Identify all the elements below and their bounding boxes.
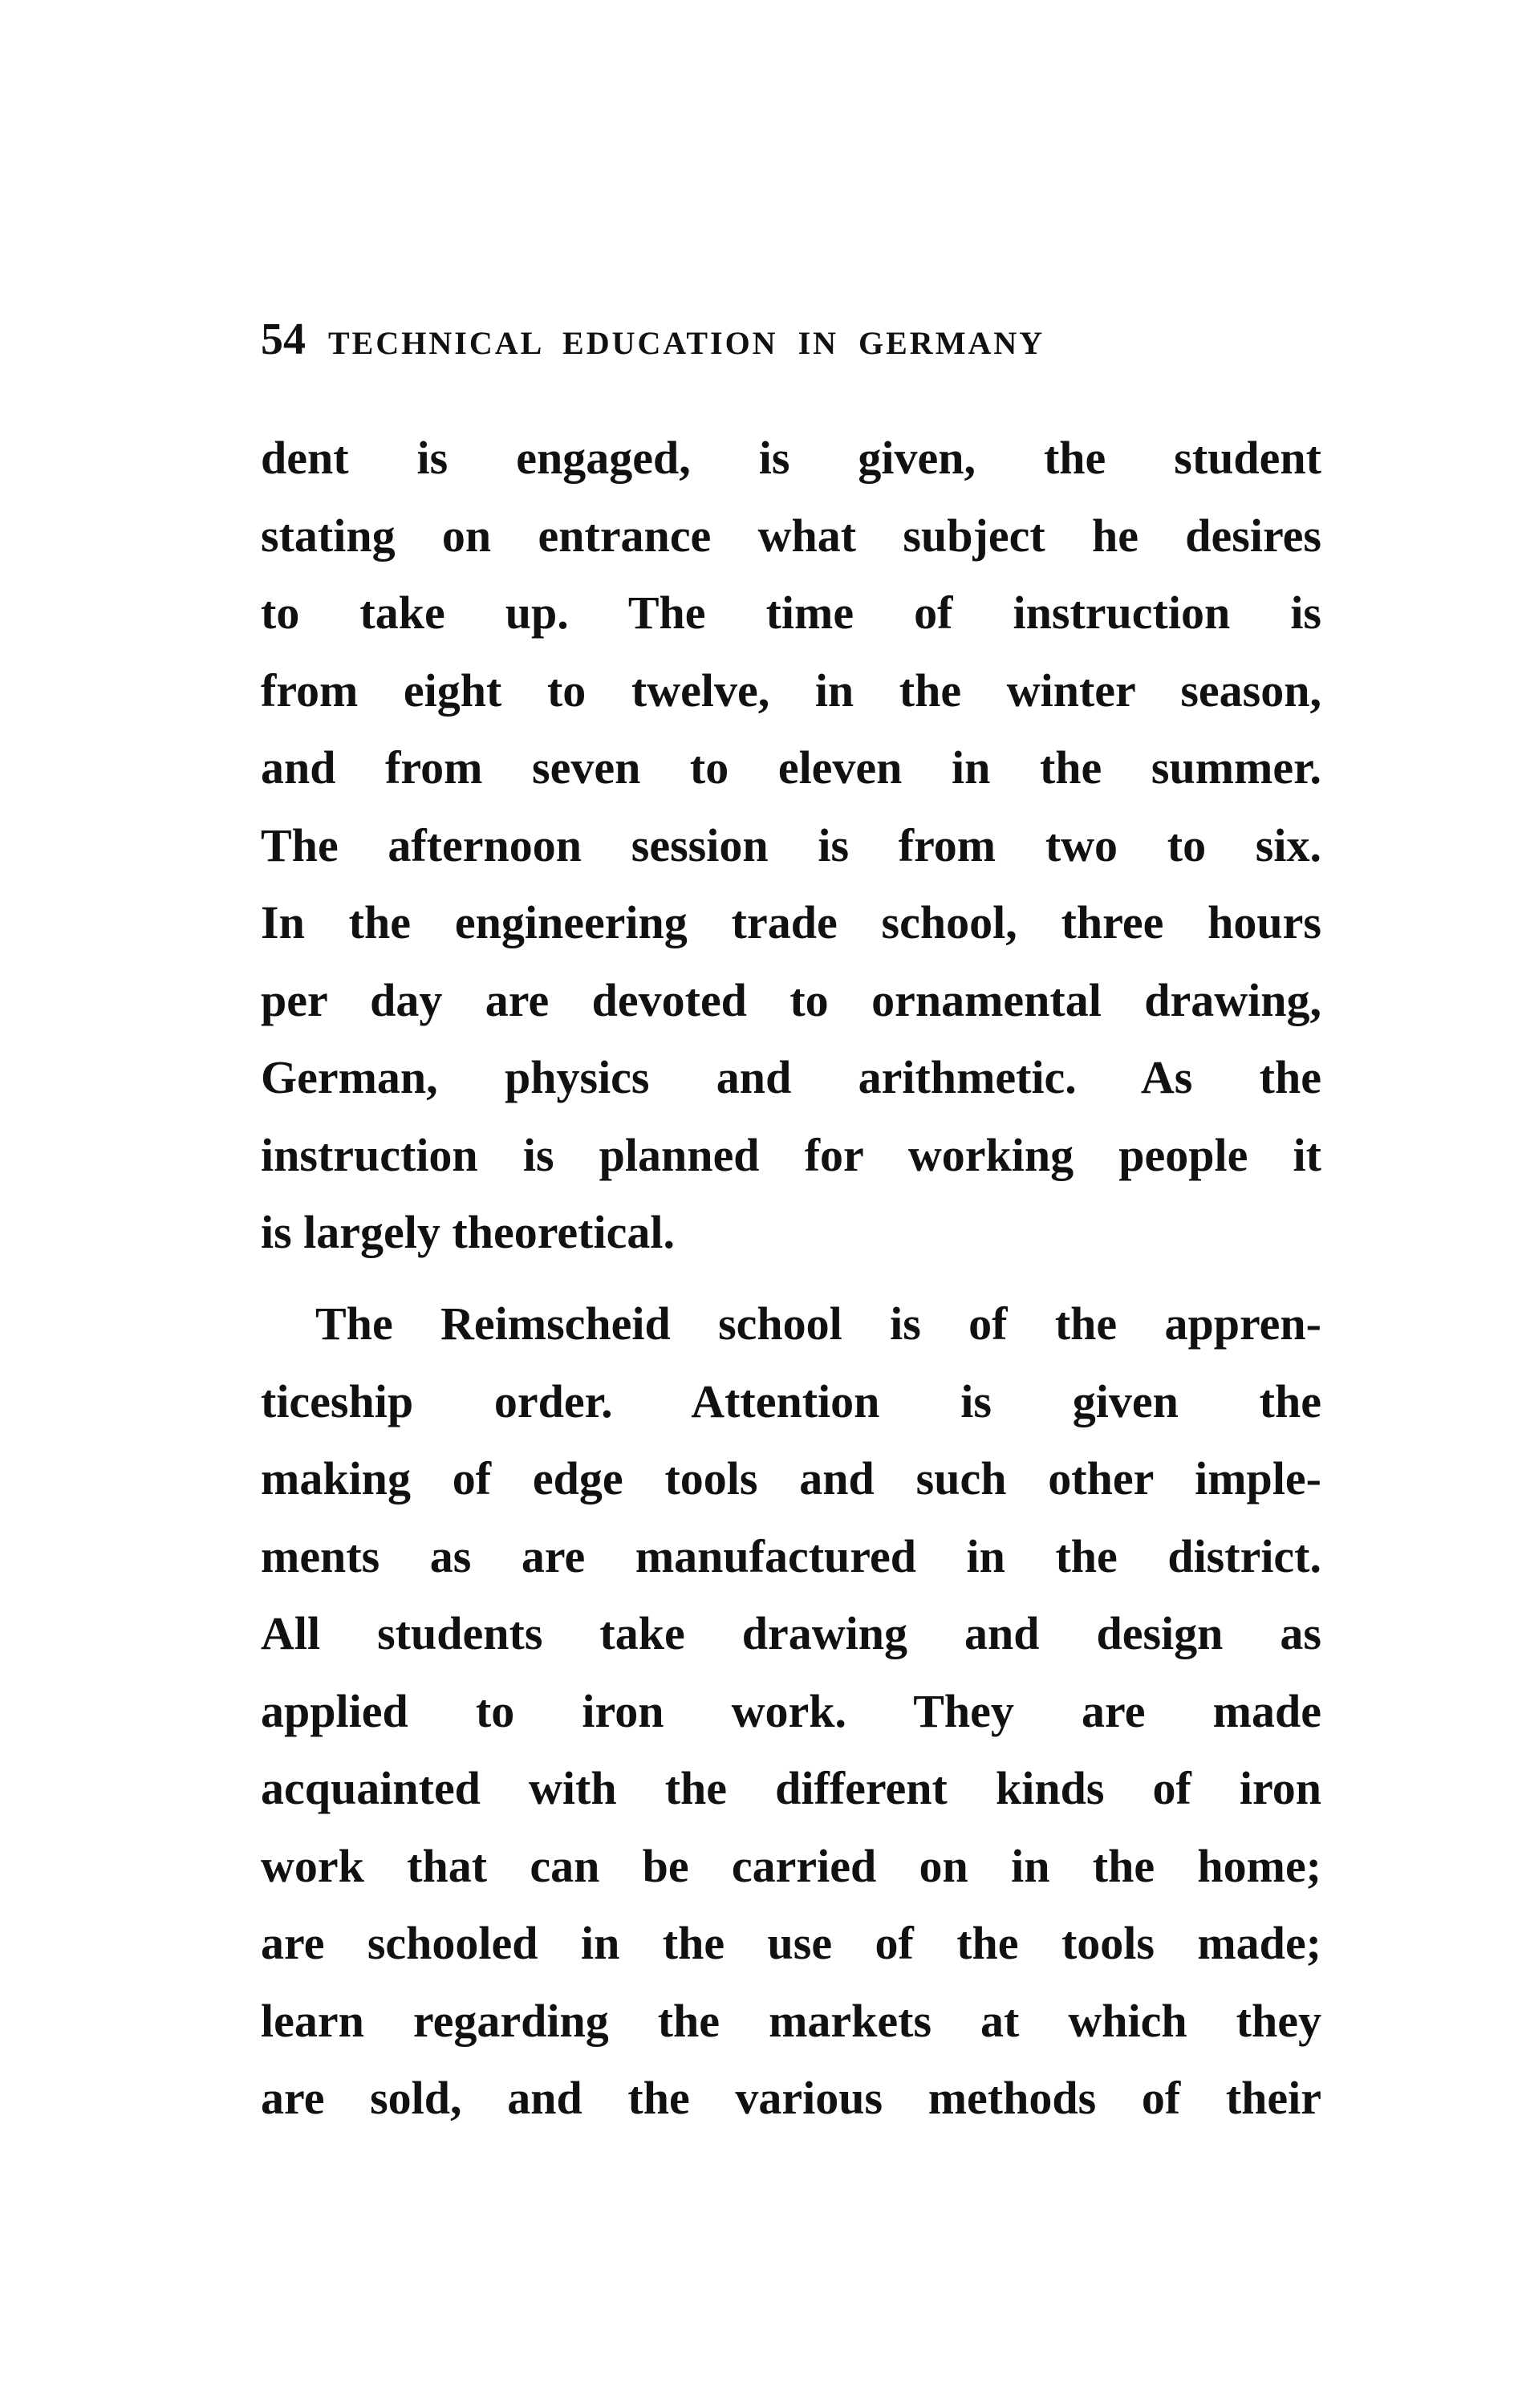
text-line: instruction is planned for working people it [261,1128,1321,1181]
paragraph-2 [261,1285,1321,2138]
running-title: TECHNICAL EDUCATION IN GERMANY [328,325,1045,361]
text-line: acquainted with the different kinds of iron [261,1762,1321,1814]
text-line: from eight to twelve, in the winter season, [261,664,1321,717]
text-line: All students take drawing and design as [261,1607,1321,1659]
text-line: and from seven to eleven in the summer. [261,741,1321,794]
running-header [261,315,1321,363]
page-number: 54 [261,315,306,364]
text-line: learn regarding the markets at which they [261,1994,1321,2047]
text-line: are schooled in the use of the tools made; [261,1917,1321,1969]
text-line: In the engineering trade school, three hours [261,896,1321,948]
paragraph-1 [261,420,1321,1272]
text-line: The afternoon session is from two to six. [261,818,1321,871]
text-line: dent is engaged, is given, the student [261,432,1321,484]
text-line: ments as are manufactured in the district. [261,1529,1321,1582]
text-line: per day are devoted to ornamental drawing, [261,973,1321,1026]
text-line: stating on entrance what subject he desires [261,509,1321,562]
text-line: is largely theoretical. [261,1206,675,1258]
text-line: German, physics and arithmetic. As the [261,1051,1321,1103]
text-line: The Reimscheid school is of the appren- [315,1297,1321,1350]
text-line: applied to iron work. They are made [261,1684,1321,1737]
text-line: ticeship order. Attention is given the [261,1375,1321,1427]
text-line: making of edge tools and such other imple- [261,1452,1321,1504]
text-line: are sold, and the various methods of their [261,2072,1321,2124]
text-line: work that can be carried on in the home; [261,1839,1321,1892]
text-line: to take up. The time of instruction is [261,587,1321,639]
